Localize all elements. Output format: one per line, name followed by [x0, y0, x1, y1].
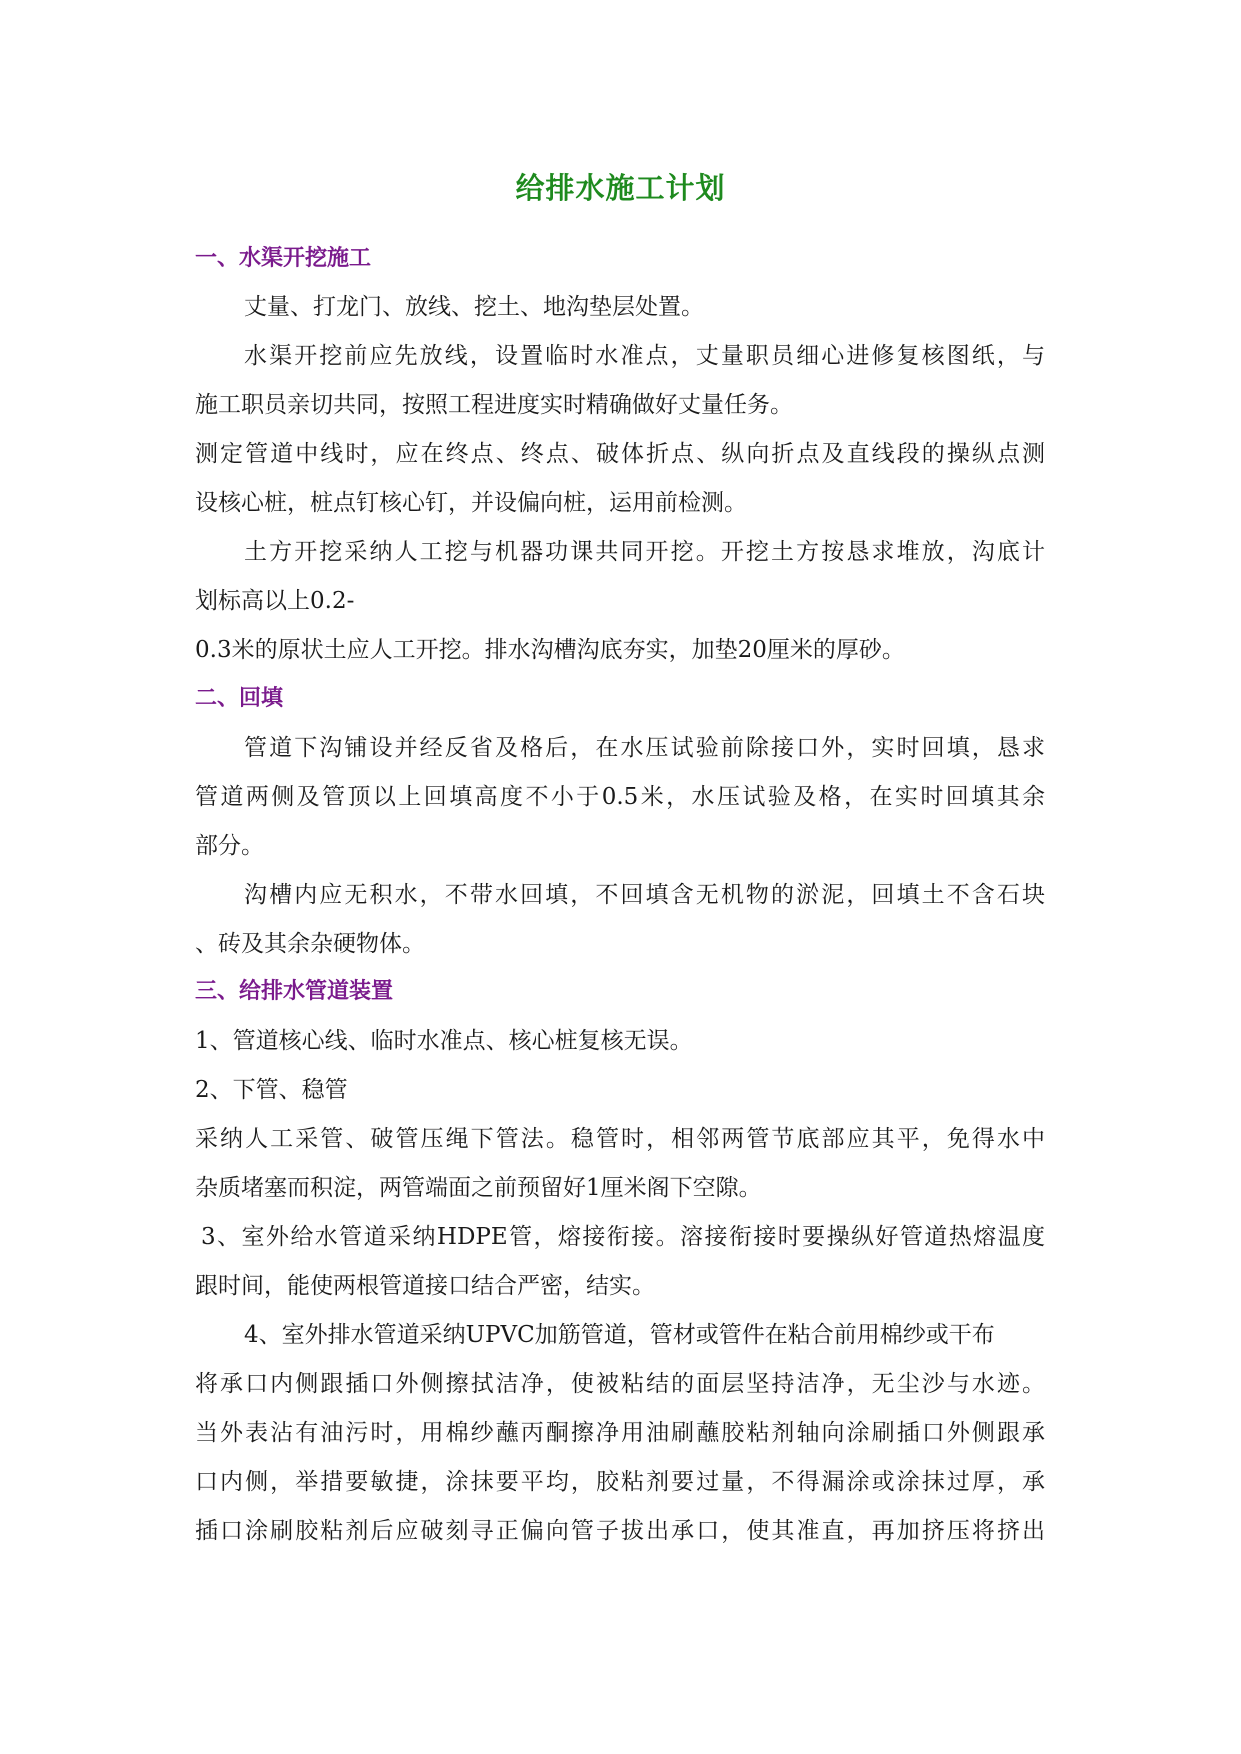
- paragraph-line: 管道两侧及管顶以上回填高度不小于0.5米，水压试验及格，在实时回填其余: [195, 784, 1045, 810]
- paragraph-line: 沟槽内应无积水，不带水回填，不回填含无机物的淤泥，回填土不含石块: [244, 882, 1045, 908]
- section-heading: 二、回填: [195, 686, 284, 711]
- paragraph-line: 1、管道核心线、临时水准点、核心桩复核无误。: [195, 1028, 693, 1054]
- paragraph-line: 插口涂刷胶粘剂后应破刻寻正偏向管子拔出承口，使其准直，再加挤压将挤出: [195, 1518, 1045, 1544]
- section-heading: 三、给排水管道装置: [195, 979, 394, 1004]
- paragraph-line: 将承口内侧跟插口外侧擦拭洁净，使被粘结的面层坚持洁净，无尘沙与水迹。: [195, 1371, 1045, 1397]
- paragraph-line: 丈量、打龙门、放线、挖土、地沟垫层处置。: [244, 294, 704, 320]
- paragraph-line: 3、室外给水管道采纳HDPE管，熔接衔接。溶接衔接时要操纵好管道热熔温度: [201, 1224, 1045, 1250]
- paragraph-line: 管道下沟铺设并经反省及格后，在水压试验前除接口外，实时回填，恳求: [244, 735, 1045, 761]
- paragraph-line: 杂质堵塞而积淀，两管端面之前预留好1厘米阁下空隙。: [195, 1175, 762, 1201]
- section-heading: 一、水渠开挖施工: [195, 246, 372, 271]
- paragraph-line: 跟时间，能使两根管道接口结合严密，结实。: [195, 1273, 655, 1299]
- document-title: 给排水施工计划: [515, 171, 726, 205]
- paragraph-line: 设核心桩，桩点钉核心钉，并设偏向桩，运用前检测。: [195, 490, 747, 516]
- paragraph-line: 2、下管、稳管: [195, 1077, 348, 1103]
- paragraph-line: 采纳人工采管、破管压绳下管法。稳管时，相邻两管节底部应其平，免得水中: [195, 1126, 1045, 1152]
- paragraph-line: 划标高以上0.2-: [195, 588, 355, 614]
- paragraph-line: 施工职员亲切共同，按照工程进度实时精确做好丈量任务。: [195, 392, 793, 418]
- paragraph-line: 部分。: [195, 833, 264, 859]
- paragraph-line: 0.3米的原状土应人工开挖。排水沟槽沟底夯实，加垫20厘米的厚砂。: [195, 637, 905, 663]
- paragraph-line: 4、室外排水管道采纳UPVC加筋管道，管材或管件在粘合前用棉纱或干布: [244, 1322, 995, 1348]
- paragraph-line: 口内侧，举措要敏捷，涂抹要平均，胶粘剂要过量，不得漏涂或涂抹过厚，承: [195, 1469, 1045, 1495]
- paragraph-line: 水渠开挖前应先放线，设置临时水准点，丈量职员细心进修复核图纸，与: [244, 343, 1045, 369]
- paragraph-line: 测定管道中线时，应在终点、终点、破体折点、纵向折点及直线段的操纵点测: [195, 441, 1045, 467]
- paragraph-line: 当外表沾有油污时，用棉纱蘸丙酮擦净用油刷蘸胶粘剂轴向涂刷插口外侧跟承: [195, 1420, 1045, 1446]
- paragraph-line: 土方开挖采纳人工挖与机器功课共同开挖。开挖土方按恳求堆放，沟底计: [244, 539, 1045, 565]
- paragraph-line: 、砖及其余杂硬物体。: [195, 931, 425, 957]
